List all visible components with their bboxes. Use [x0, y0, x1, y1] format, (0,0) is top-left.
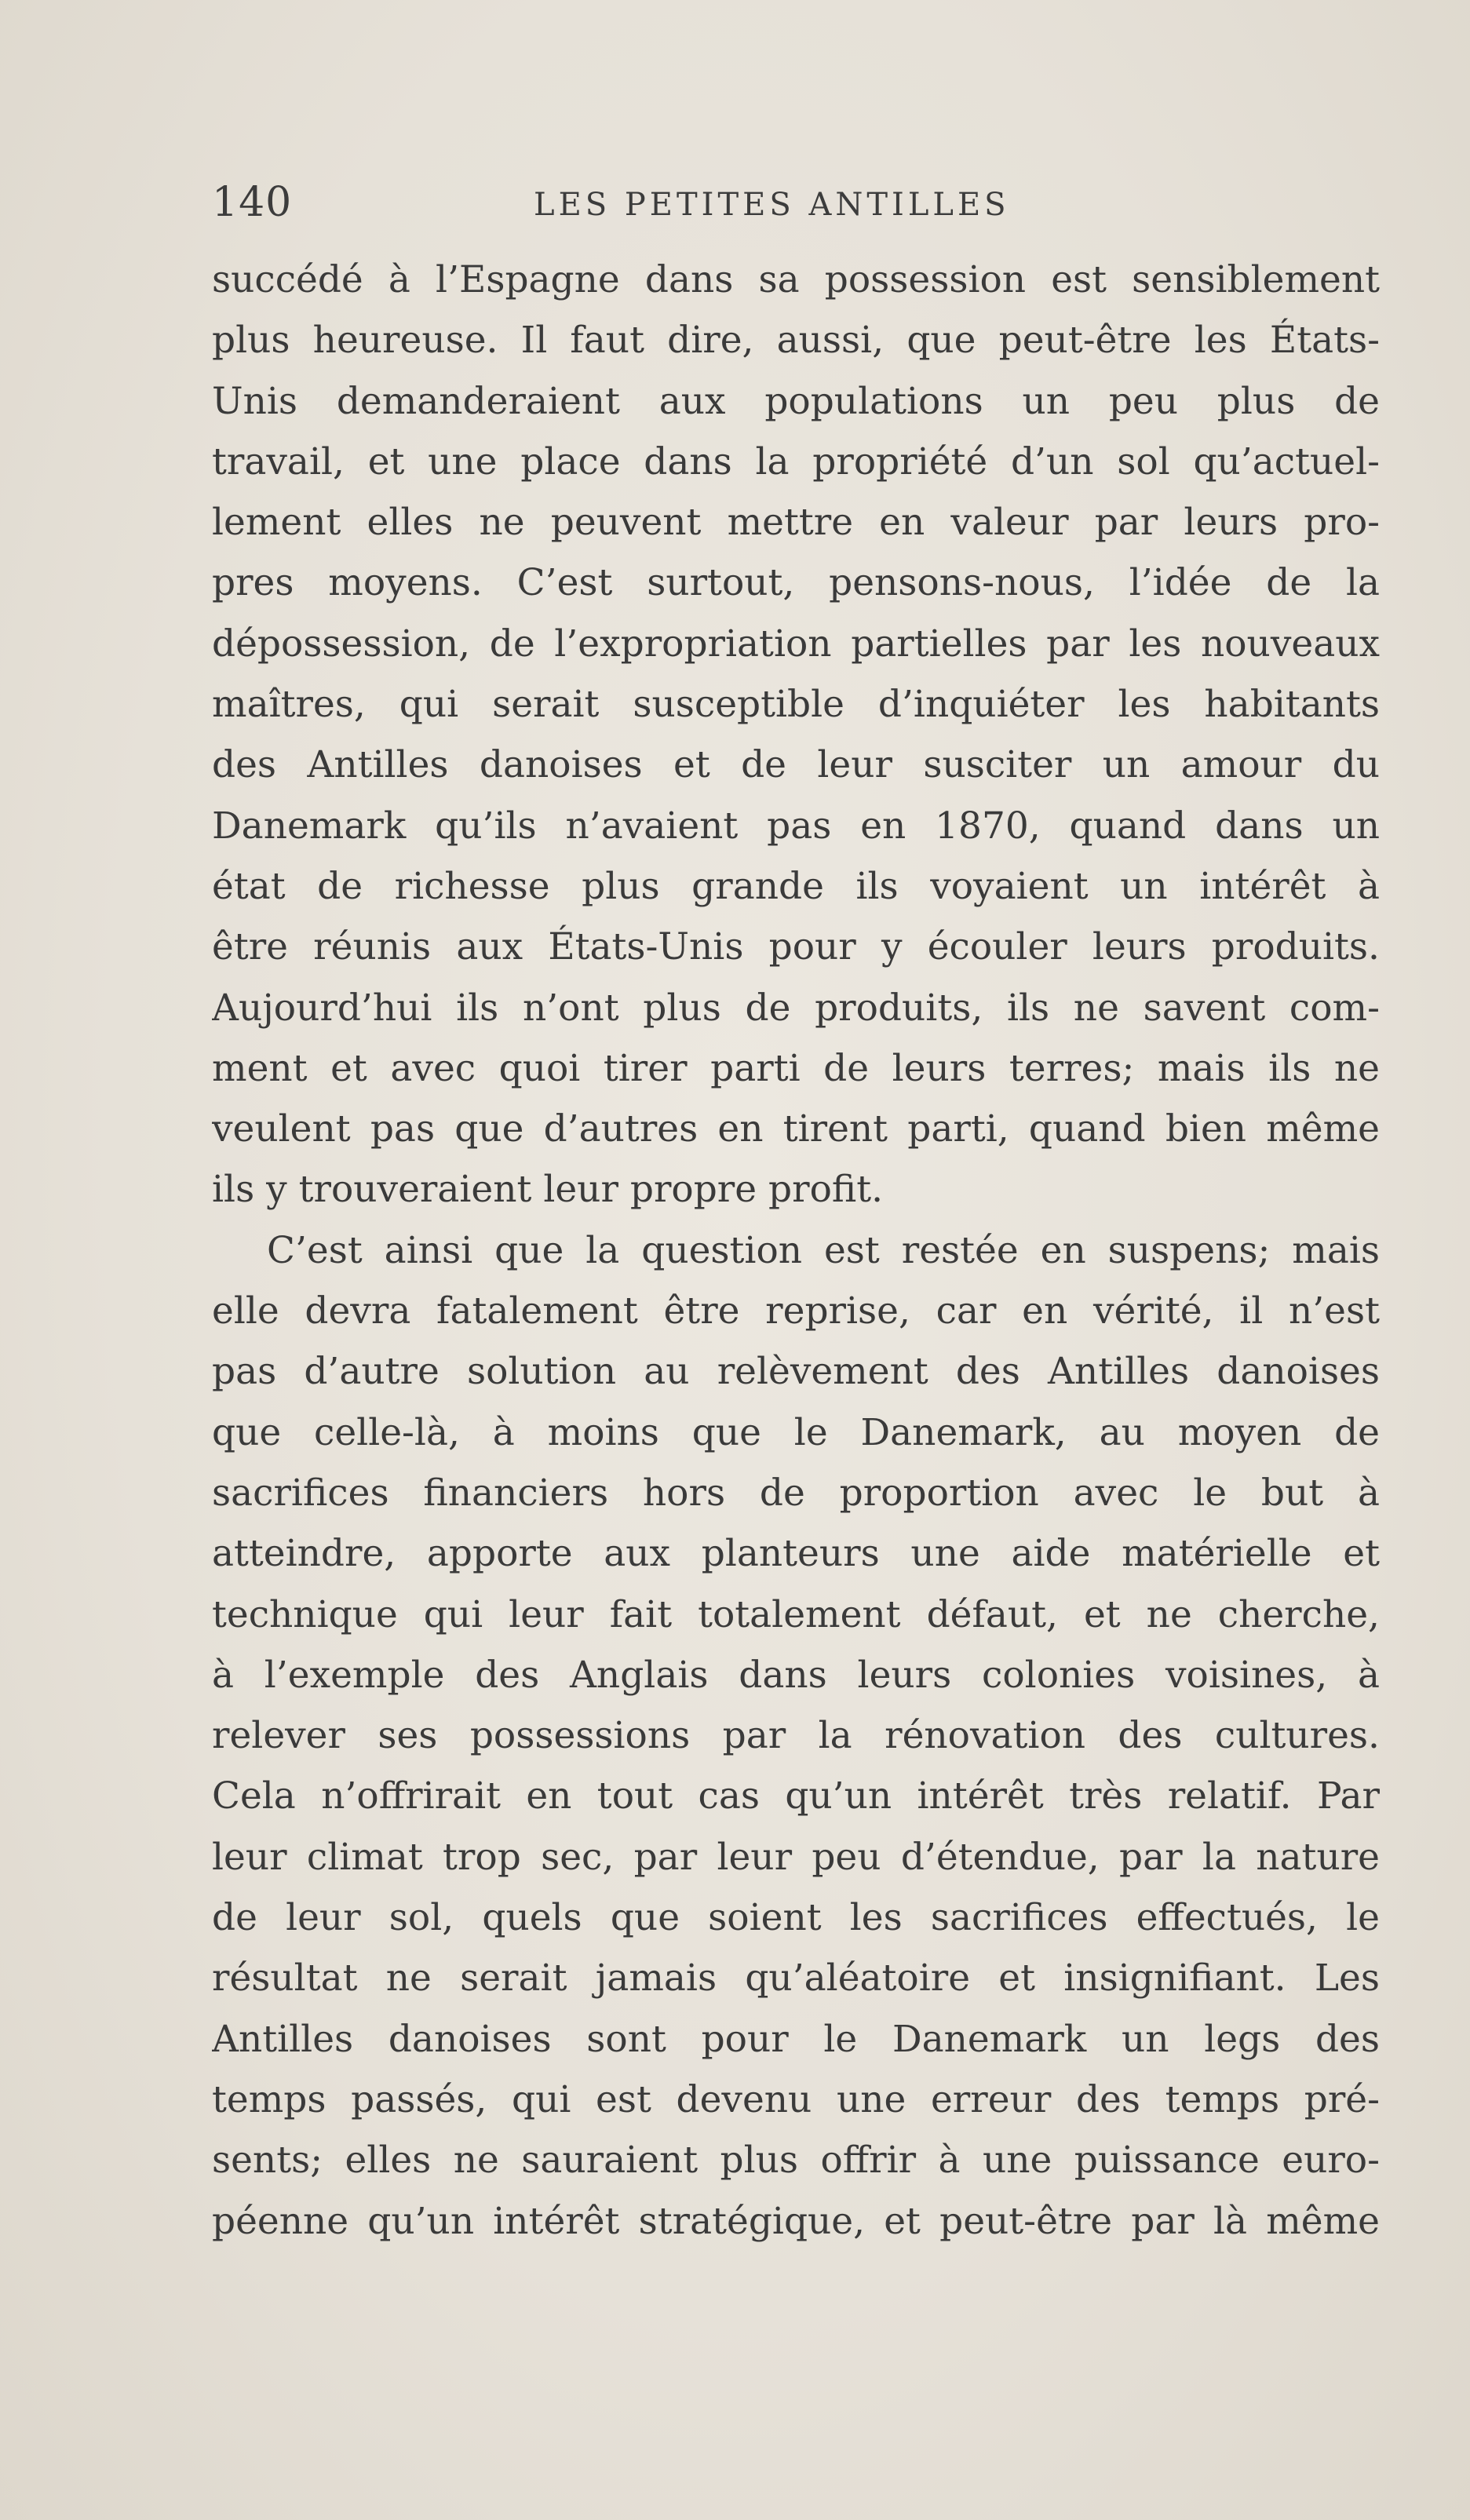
text-line: de leur sol, quels que soient les sacrifices effectués, le: [212, 1896, 1380, 1940]
text-line: travail, et une place dans la propriété d’un sol qu’actuel-: [212, 439, 1380, 483]
paragraph-end-line: ils y trouveraient leur propre profit.: [212, 1168, 884, 1212]
text-line: atteindre, apporte aux planteurs une aide matérielle et: [212, 1532, 1380, 1576]
text-line: pres moyens. C’est surtout, pensons-nous, l’idée de la: [212, 561, 1380, 605]
text-line: sents; elles ne sauraient plus offrir à une puissance euro-: [212, 2139, 1380, 2183]
paragraph-start-line: C’est ainsi que la question est restée en suspens; mais: [267, 1228, 1380, 1272]
text-line: lement elles ne peuvent mettre en valeur par leurs pro-: [212, 501, 1380, 545]
text-line: à l’exemple des Anglais dans leurs colonies voisines, à: [212, 1653, 1380, 1697]
text-line: succédé à l’Espagne dans sa possession est sensiblement: [212, 258, 1380, 301]
page-number: 140: [212, 179, 293, 226]
text-line: que celle-là, à moins que le Danemark, au moyen de: [212, 1410, 1380, 1454]
text-line: péenne qu’un intérêt stratégique, et peut-être par là même: [212, 2199, 1380, 2243]
page-header: [212, 179, 1381, 234]
text-line: des Antilles danoises et de leur susciter un amour du: [212, 743, 1380, 787]
text-line: plus heureuse. Il faut dire, aussi, que peut-être les États-: [212, 319, 1380, 363]
text-line: Unis demanderaient aux populations un peu plus de: [212, 379, 1380, 423]
text-line: résultat ne serait jamais qu’aléatoire et insignifiant. Les: [212, 1957, 1380, 2000]
text-line: temps passés, qui est devenu une erreur des temps pré-: [212, 2077, 1380, 2121]
text-line: technique qui leur fait totalement défaut, et ne cherche,: [212, 1592, 1380, 1636]
text-line: elle devra fatalement être reprise, car en vérité, il n’est: [212, 1289, 1380, 1333]
text-line: veulent pas que d’autres en tirent parti, quand bien même: [212, 1107, 1380, 1151]
text-line: Cela n’offrirait en tout cas qu’un intérêt très relatif. Par: [212, 1774, 1380, 1818]
text-line: Aujourd’hui ils n’ont plus de produits, ils ne savent com-: [212, 986, 1380, 1030]
text-line: dépossession, de l’expropriation partielles par les nouveaux: [212, 622, 1380, 666]
body-text: [212, 250, 1380, 2252]
text-line: pas d’autre solution au relèvement des Antilles danoises: [212, 1350, 1380, 1394]
text-line: leur climat trop sec, par leur peu d’étendue, par la nature: [212, 1835, 1380, 1879]
text-line: relever ses possessions par la rénovation des cultures.: [212, 1714, 1380, 1758]
text-line: ment et avec quoi tirer parti de leurs terres; mais ils ne: [212, 1046, 1380, 1090]
text-line: être réunis aux États-Unis pour y écouler leurs produits.: [212, 925, 1380, 969]
text-line: maîtres, qui serait susceptible d’inquiéter les habitants: [212, 683, 1380, 727]
text-line: Danemark qu’ils n’avaient pas en 1870, quand dans un: [212, 804, 1380, 848]
running-title: LES PETITES ANTILLES: [534, 187, 1010, 223]
text-line: Antilles danoises sont pour le Danemark un legs des: [212, 2017, 1380, 2061]
text-line: état de richesse plus grande ils voyaient un intérêt à: [212, 864, 1380, 908]
text-line: sacrifices financiers hors de proportion avec le but à: [212, 1471, 1380, 1515]
